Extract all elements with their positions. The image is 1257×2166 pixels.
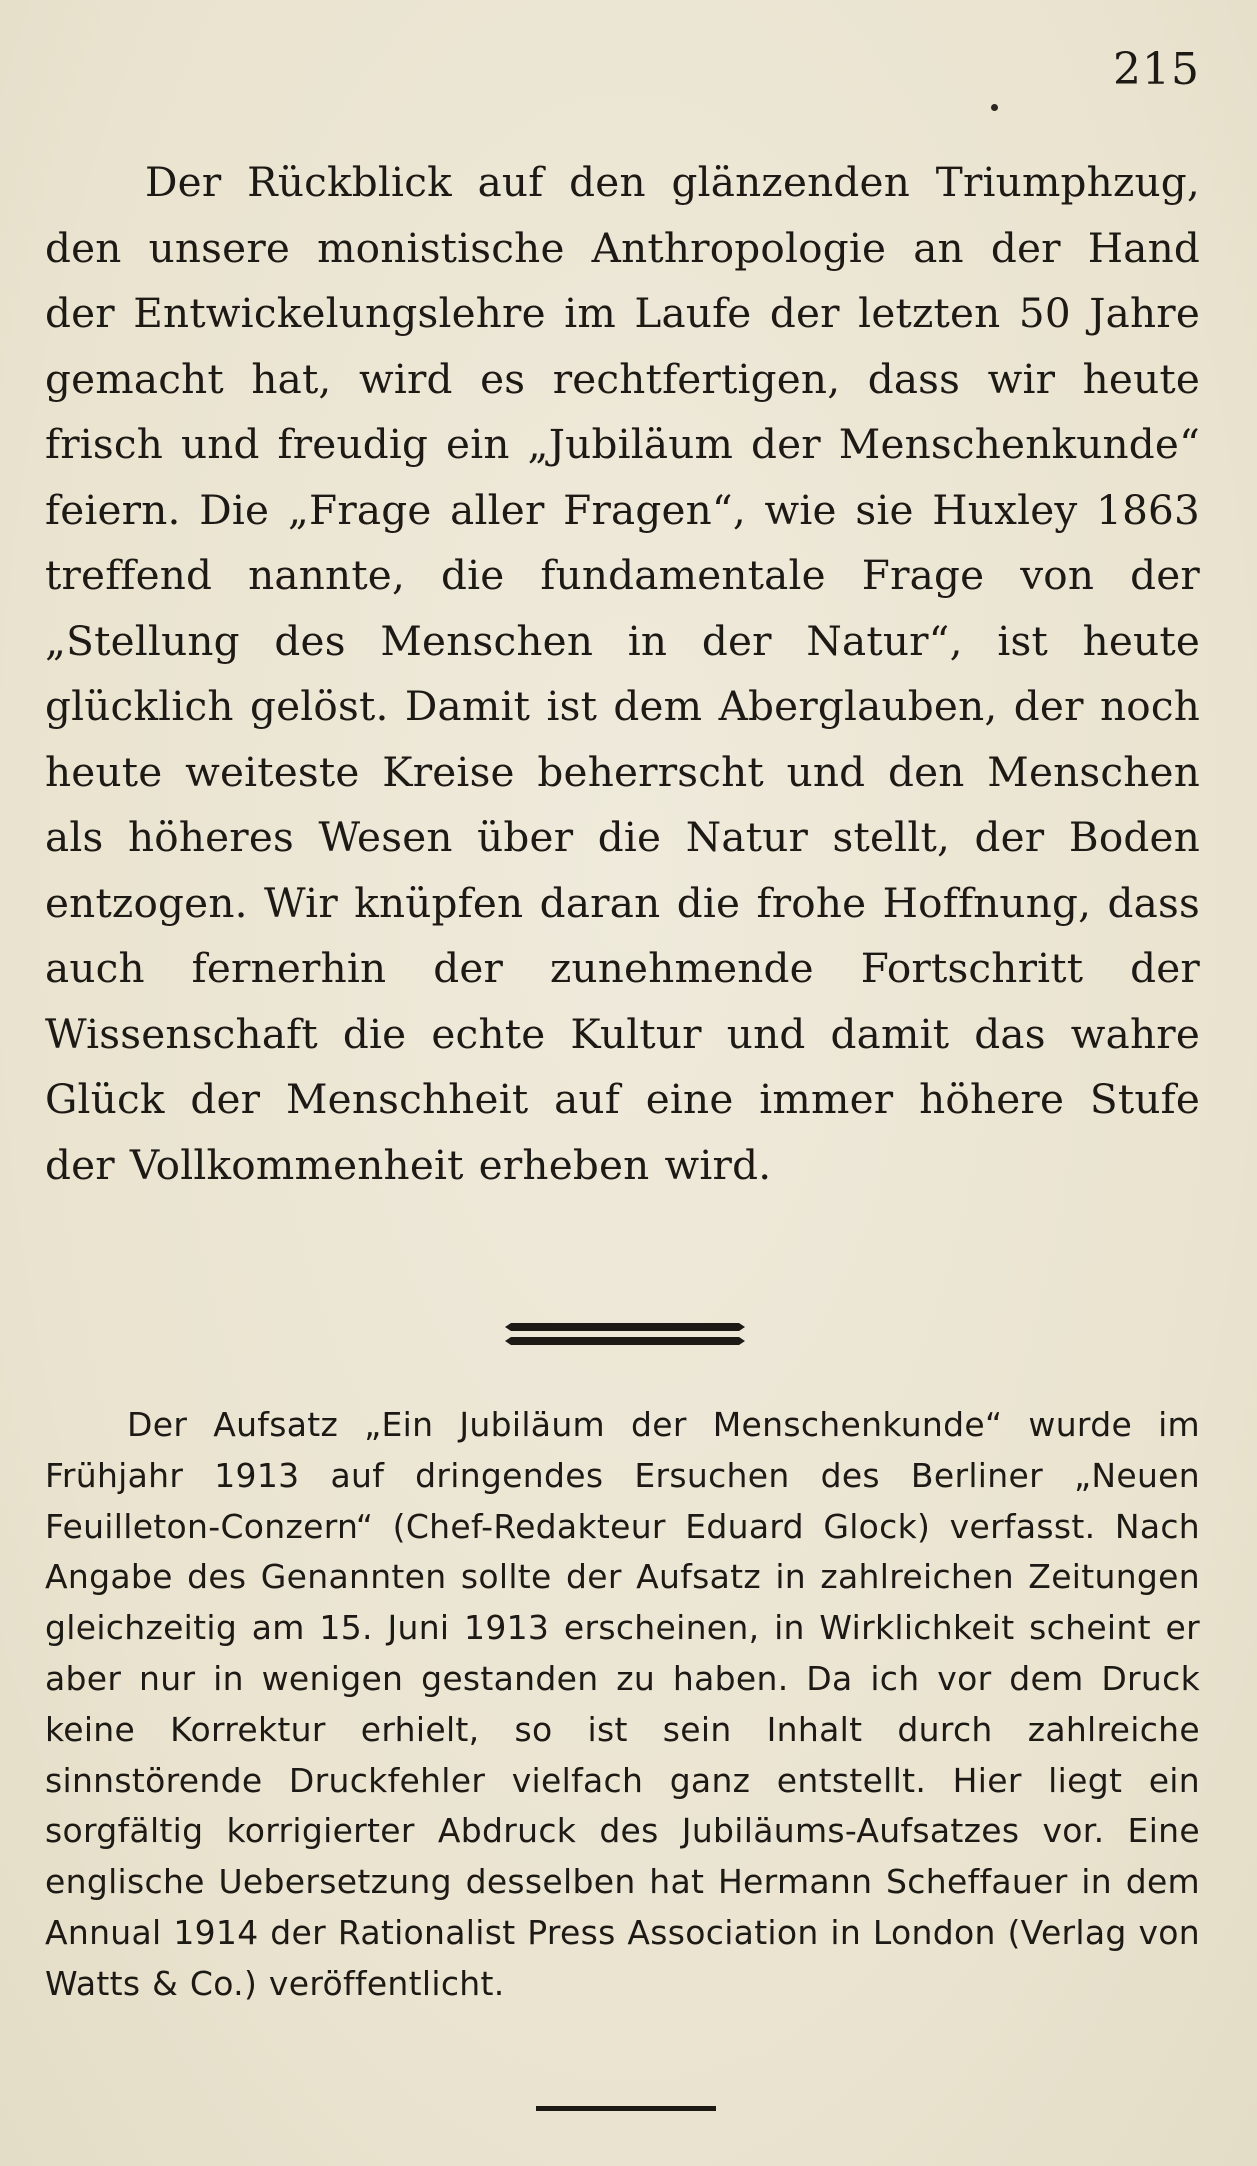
closing-rule (536, 2106, 716, 2111)
footnote-paragraph: Der Aufsatz „Ein Jubiläum der Menschenkunde“ wurde im Frühjahr 1913 auf dringendes Ersuchen des Berliner „Neuen Feuilleton-Conzern“ (Chef-Redakteur Eduard Glock) verfasst. Nach Angabe des Genannten sollte der Aufsatz in zahlreichen Zeitungen gleichzeitig am 15. Juni 1913 erscheinen, in Wirklichkeit scheint er aber nur in wenigen gestanden zu haben. Da ich vor dem Druck keine Korrektur erhielt, so ist sein Inhalt durch zahlreiche sinnstörende Druckfehler vielfach ganz entstellt. Hier liegt ein sorgfältig korrigierter Abdruck des Jubiläums-Aufsatzes vor. Eine englische Uebersetzung desselben hat Hermann Scheffauer in dem Annual 1914 der Rationalist Press Association in London (Verlag von Watts & Co.) veröffentlicht. (45, 1405, 1200, 2003)
ink-speck (991, 104, 998, 111)
double-rule-ornament (505, 1319, 745, 1349)
page-number: 215 (1113, 44, 1200, 95)
main-paragraph: Der Rückblick auf den glänzenden Triumphzug, den unsere monistische Anthropologie an der Hand der Entwickelungslehre im Laufe der letzten 50 Jahre gemacht hat, wird es rechtfertigen, dass wir heute frisch und freudig ein „Jubiläum der Menschenkunde“ feiern. Die „Frage aller Fragen“, wie sie Huxley 1863 treffend nannte, die fundamentale Frage von der „Stellung des Menschen in der Natur“, ist heute glücklich gelöst. Damit ist dem Aberglauben, der noch heute weiteste Kreise beherrscht und den Menschen als höheres Wesen über die Natur stellt, der Boden entzogen. Wir knüpfen daran die frohe Hoffnung, dass auch fernerhin der zunehmende Fortschritt der Wissenschaft die echte Kultur und damit das wahre Glück der Menschheit auf eine immer höhere Stufe der Vollkommenheit erheben wird. (45, 158, 1200, 1189)
